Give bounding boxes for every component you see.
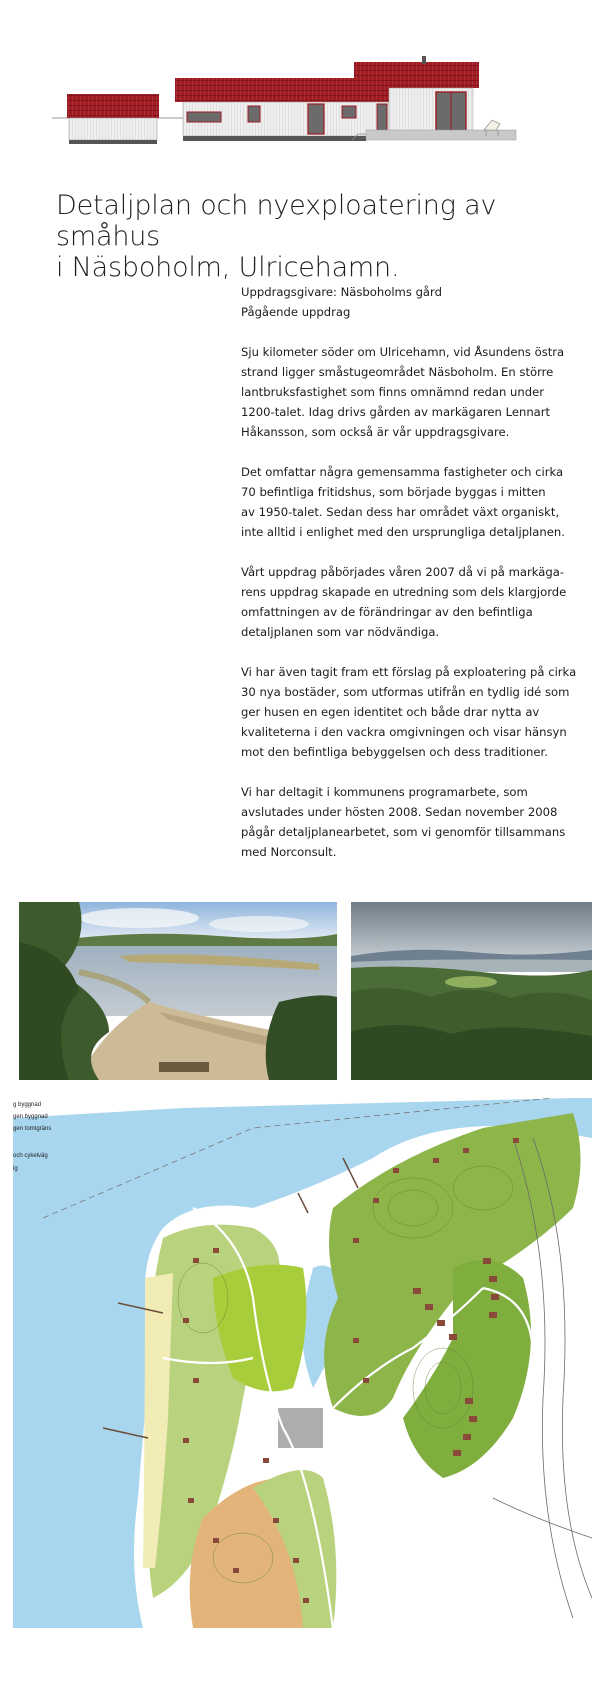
text-line: mot den befintliga bebyggelsen och dess traditioner. xyxy=(241,745,548,759)
client-line: Uppdragsgivare: Näsboholms gård xyxy=(241,285,442,299)
legend-item-1: g byggnad xyxy=(13,1102,42,1108)
paragraph-4 xyxy=(241,662,577,762)
text-line: Vi har deltagit i kommunens programarbete, som xyxy=(241,785,528,799)
legend-item-3: gen tomtgräns xyxy=(13,1126,52,1132)
text-line: rens uppdrag skapade en utredning som dels klargjorde xyxy=(241,585,567,599)
text-line: med Norconsult. xyxy=(241,845,337,859)
paragraph-3 xyxy=(241,562,567,642)
text-line: avslutades under hösten 2008. Sedan november 2008 xyxy=(241,805,558,819)
text-line: inte alltid i enlighet med den ursprungliga detaljplanen. xyxy=(241,525,565,539)
text-line: pågår detaljplanearbetet, som vi genomför tillsammans xyxy=(241,825,566,839)
text-line: Håkansson, som också är vår uppdragsgivare. xyxy=(241,425,510,439)
forest-valley-photo xyxy=(351,902,592,1080)
text-line: ger husen en egen identitet och både drar nytta av xyxy=(241,705,540,719)
text-line: av 1950-talet. Sedan dess har området växt organiskt, xyxy=(241,505,560,519)
page-title-line-1: Detaljplan och nyexploatering av småhus xyxy=(56,190,497,252)
text-line: 1200-talet. Idag drivs gården av markägaren Lennart xyxy=(241,405,551,419)
status-line: Pågående uppdrag xyxy=(241,305,351,319)
legend-item-4: och cykelväg xyxy=(13,1153,48,1159)
text-line: 70 befintliga fritidshus, som började byggas i mitten xyxy=(241,485,546,499)
house-elevation-drawing xyxy=(52,56,570,160)
paragraph-1 xyxy=(241,342,565,442)
garage-elevation xyxy=(67,94,159,144)
page-title-line-2: i Näsboholm, Ulricehamn. xyxy=(56,252,400,283)
text-line: kvaliteterna i den vackra omgivningen och visar hänsyn xyxy=(241,725,567,739)
text-line: Vårt uppdrag påbörjades våren 2007 då vi på markäga- xyxy=(241,565,565,579)
parking-area xyxy=(278,1408,323,1448)
paragraph-5 xyxy=(241,782,566,862)
project-meta xyxy=(241,282,561,322)
text-line: detaljplanen som var nödvändiga. xyxy=(241,625,440,639)
site-plan-map xyxy=(13,1098,592,1628)
text-line: Sju kilometer söder om Ulricehamn, vid Åsundens östra xyxy=(241,345,565,359)
text-line: 30 nya bostäder, som utformas utifrån en tydlig idé som xyxy=(241,685,570,699)
text-line: Vi har även tagit fram ett förslag på exploatering på cirka xyxy=(241,665,577,679)
text-line: lantbruksfastighet som finns omnämnd redan under xyxy=(241,385,544,399)
text-line: omfattningen av de förändringar av den befintliga xyxy=(241,605,533,619)
lake-beach-photo xyxy=(19,902,337,1080)
text-line: Det omfattar några gemensamma fastigheter och cirka xyxy=(241,465,564,479)
text-line: strand ligger småstugeområdet Näsboholm. En större xyxy=(241,365,554,379)
legend-item-2: gen byggnad xyxy=(13,1114,48,1120)
main-house-elevation xyxy=(175,56,516,141)
project-description xyxy=(241,282,577,882)
page-title xyxy=(56,190,576,283)
paragraph-2 xyxy=(241,462,565,542)
legend-item-5: ig xyxy=(13,1166,18,1172)
